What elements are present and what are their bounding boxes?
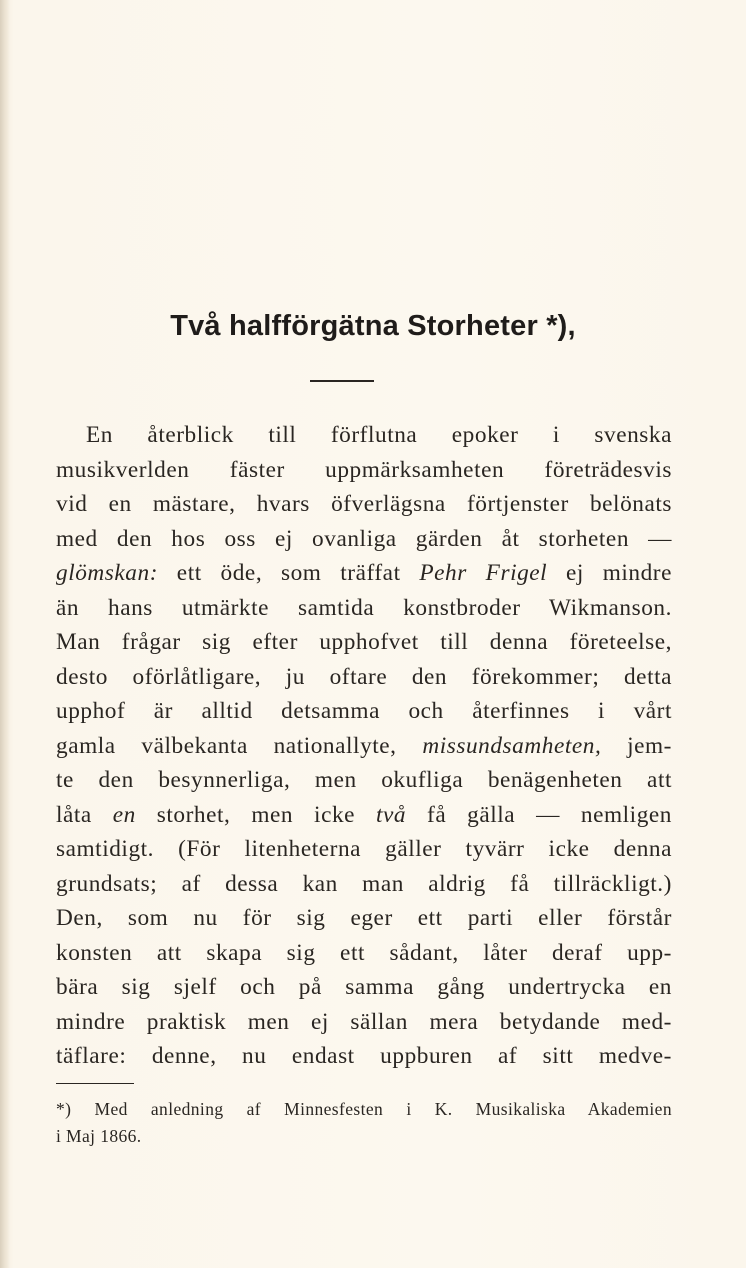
text-line: En återblick till förflutna epoker i svenska bbox=[86, 422, 672, 448]
text-line: vid en mästare, hvars öfverlägsna förtjenster belönats bbox=[56, 491, 672, 517]
footnote bbox=[56, 1096, 672, 1150]
text-line: te den besynnerliga, men okufliga benägenheten att bbox=[56, 767, 672, 793]
text-line: Den, som nu för sig eger ett parti eller förstår bbox=[56, 905, 672, 931]
text-line: mindre praktisk men ej sällan mera betydande med- bbox=[56, 1008, 672, 1035]
text-line bbox=[56, 798, 672, 833]
text-segment: få gälla — nemligen bbox=[406, 801, 672, 828]
text-line: täflare: denne, nu endast uppburen af sitt medve- bbox=[56, 1043, 672, 1069]
text-line bbox=[56, 729, 672, 764]
italic-phrase: glömskan: bbox=[56, 560, 159, 586]
text-segment: ej mindre bbox=[547, 560, 672, 586]
footnote-line: i Maj 1866. bbox=[56, 1126, 142, 1146]
text-line: bära sig sjelf och på samma gång undertrycka en bbox=[56, 974, 672, 1000]
chapter-title: Två halfförgätna Storheter *), bbox=[170, 310, 576, 342]
text-segment: jem- bbox=[601, 732, 672, 759]
title-rule bbox=[310, 380, 374, 382]
text-line: desto oförlåtligare, ju oftare den förekommer; detta bbox=[56, 663, 672, 690]
text-line: upphof är alltid detsamma och återfinnes i vårt bbox=[56, 698, 672, 724]
text-segment: gamla välbekanta nationallyte, bbox=[56, 732, 423, 759]
italic-phrase: missundsamheten, bbox=[422, 732, 602, 759]
text-line: än hans utmärkte samtida konstbroder Wikmanson. bbox=[56, 594, 672, 621]
text-line: Man frågar sig efter upphofvet till denna företeelse, bbox=[56, 629, 672, 655]
text-line: konsten att skapa sig ett sådant, låter deraf upp- bbox=[56, 939, 672, 966]
italic-name: Pehr Frigel bbox=[419, 560, 548, 586]
text-line: med den hos oss ej ovanliga gärden åt storheten — bbox=[56, 525, 672, 552]
text-line bbox=[56, 556, 672, 591]
text-segment: storhet, men icke bbox=[135, 801, 376, 828]
text-line: grundsats; af dessa kan man aldrig få tillräckligt.) bbox=[56, 870, 672, 897]
footnote-line: *) Med anledning af Minnesfesten i K. Musikaliska Akademien bbox=[56, 1099, 672, 1119]
text-line: samtidigt. (För litenheterna gäller tyvärr icke denna bbox=[56, 836, 672, 862]
footnote-rule bbox=[56, 1083, 134, 1084]
body-paragraph bbox=[56, 418, 672, 1074]
page-spine-shadow bbox=[0, 0, 10, 1268]
italic-word: två bbox=[375, 801, 407, 828]
text-line: musikverlden fäster uppmärksamheten företrädesvis bbox=[56, 456, 672, 483]
italic-word: en bbox=[112, 801, 136, 828]
text-segment: ett öde, som träffat bbox=[158, 560, 420, 586]
text-segment: låta bbox=[56, 801, 113, 828]
